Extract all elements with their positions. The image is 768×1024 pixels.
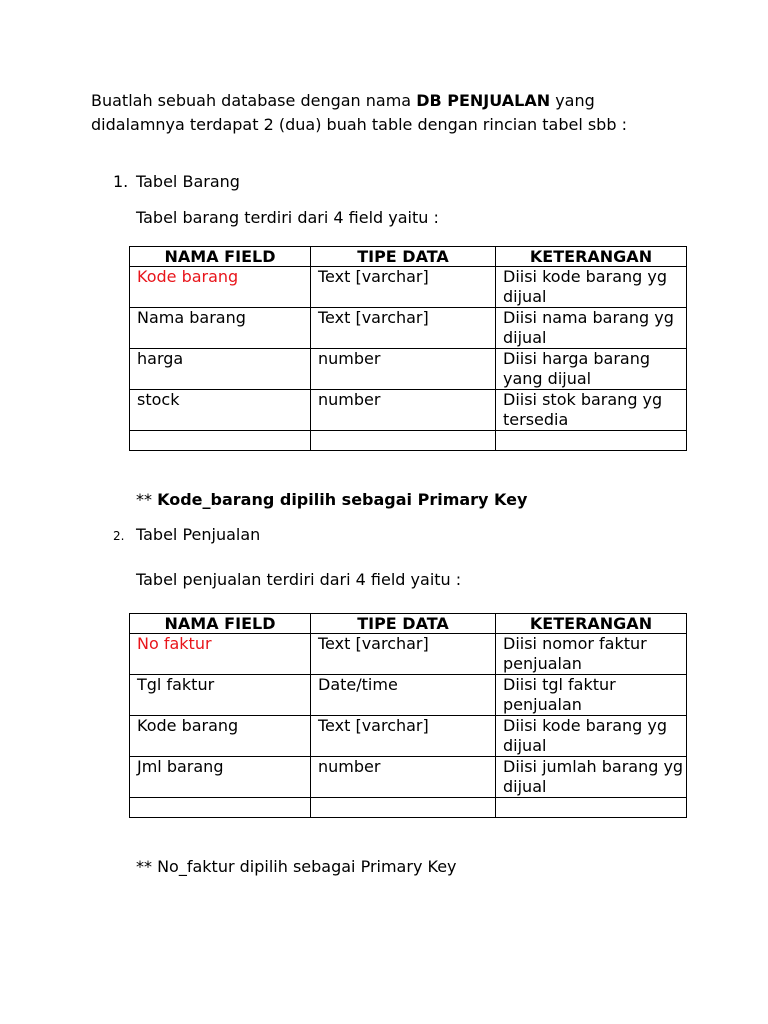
cell-field: Kode barang [130,716,311,757]
table-row [130,634,687,675]
cell-type: Text [varchar] [311,716,496,757]
cell-description: Diisi kode barang yg dijual [496,267,687,308]
section-description-penjualan: Tabel penjualan terdiri dari 4 field yaitu : [136,570,462,589]
header-tipe-data: TIPE DATA [311,614,496,634]
note-prefix: ** [136,490,158,509]
table-row [130,757,687,798]
cell-type: Text [varchar] [311,308,496,349]
table-row-empty [130,798,687,818]
section-heading-barang [113,172,240,191]
cell-type [311,798,496,818]
section-heading-penjualan [113,525,260,544]
cell-field: stock [130,390,311,431]
header-keterangan: KETERANGAN [496,247,687,267]
database-name: DB PENJUALAN [416,91,551,110]
cell-field: Jml barang [130,757,311,798]
section-description-barang: Tabel barang terdiri dari 4 field yaitu : [136,208,439,227]
section-number: 1. [113,172,129,191]
cell-type: Date/time [311,675,496,716]
header-tipe-data: TIPE DATA [311,247,496,267]
cell-field: harga [130,349,311,390]
cell-type [311,431,496,451]
header-nama-field: NAMA FIELD [130,247,311,267]
table-row [130,675,687,716]
cell-field [130,431,311,451]
table-row [130,716,687,757]
cell-description: Diisi harga barang yang dijual [496,349,687,390]
table-row [130,308,687,349]
cell-description [496,798,687,818]
cell-type: Text [varchar] [311,634,496,675]
intro-paragraph [91,89,691,137]
header-nama-field: NAMA FIELD [130,614,311,634]
cell-field: Tgl faktur [130,675,311,716]
cell-type: number [311,390,496,431]
table-row [130,267,687,308]
cell-description: Diisi nomor faktur penjualan [496,634,687,675]
section-number: 2. [113,529,125,543]
table-penjualan [129,613,687,818]
primary-key-note-penjualan: ** No_faktur dipilih sebagai Primary Key [136,857,457,876]
intro-text-2: yang didalamnya terdapat 2 (dua) buah table dengan rincian tabel sbb : [91,91,627,134]
table-row [130,390,687,431]
cell-description: Diisi jumlah barang yg dijual [496,757,687,798]
cell-type: number [311,349,496,390]
cell-type: Text [varchar] [311,267,496,308]
primary-key-field: Kode barang [130,267,311,308]
table-header-row [130,614,687,634]
header-keterangan: KETERANGAN [496,614,687,634]
cell-type: number [311,757,496,798]
table-row [130,349,687,390]
cell-field: Nama barang [130,308,311,349]
primary-key-note-barang [136,490,527,509]
note-text: Kode_barang dipilih sebagai Primary Key [157,490,528,509]
cell-field [130,798,311,818]
table-header-row [130,247,687,267]
section-title: Tabel Barang [136,172,240,191]
cell-description: Diisi tgl faktur penjualan [496,675,687,716]
primary-key-field: No faktur [130,634,311,675]
cell-description: Diisi stok barang yg tersedia [496,390,687,431]
cell-description: Diisi kode barang yg dijual [496,716,687,757]
section-title: Tabel Penjualan [136,525,261,544]
cell-description [496,431,687,451]
table-barang [129,246,687,451]
table-row-empty [130,431,687,451]
cell-description: Diisi nama barang yg dijual [496,308,687,349]
intro-text-1: Buatlah sebuah database dengan nama [91,91,417,110]
